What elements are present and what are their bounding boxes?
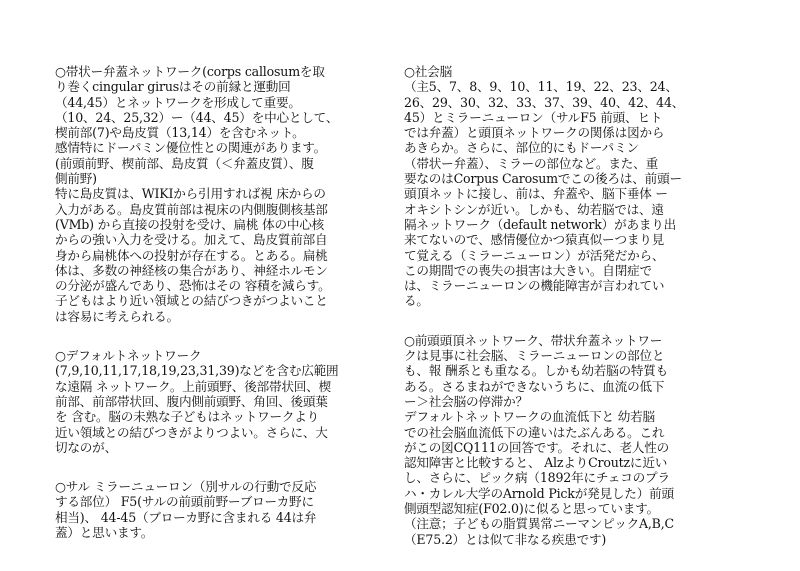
text-line: （E75.2）とは似て非なる疾患です)	[404, 531, 607, 547]
text-line: がこの図CQ111の回答です。それに、老人性の	[404, 439, 670, 455]
left-section-1	[55, 64, 390, 324]
text-line: ○社会脳	[404, 64, 452, 79]
text-line: （帯状ー弁蓋）、ミラーの部位など。また、重	[404, 155, 658, 171]
text-line: する部位） F5(サルの前頭前野ーブローカ野に	[55, 494, 314, 510]
text-line: も、報 酬系とも重なる。しかも幼若脳の特質も	[404, 363, 669, 379]
text-line: 前部、前部帯状回、腹内側前頭野、角回、後頭葉	[55, 393, 328, 409]
text-line: を 含む。脳の未熟な子どもはネットワークより	[55, 409, 320, 425]
text-line: て覚える（ミラーニューロン）が活発だから、	[404, 247, 665, 263]
text-line: 頭頂ネットに接し、前は、弁蓋や、脳下垂体 ー	[404, 186, 668, 202]
text-line: (7,9,10,11,17,18,19,23,31,39)などを含む広範囲	[55, 363, 339, 379]
left-section-3	[55, 479, 390, 540]
text-line: ○帯状ー弁蓋ネットワーク(corps callosumを取	[55, 64, 325, 79]
text-line: 体は、多数の神経核の集合があり、神経ホルモン	[55, 262, 328, 278]
text-line: な遠隔 ネットワーク。上前頭野、後部帯状回、楔	[55, 378, 331, 394]
text-line: からの強い入力を受ける。加えて、島皮質前部自	[55, 232, 328, 248]
text-line: 特に島皮質は、WIKIから引用すれば視 床からの	[55, 186, 326, 202]
text-line: 楔前部(7)や島皮質（13,14）を含むネット。	[55, 125, 305, 141]
text-line: (前頭前野、楔前部、島皮質（＜弁蓋皮質）、腹	[55, 155, 314, 171]
text-line: 45）とミラーニューロン（サルF5 前頭、ヒト	[404, 109, 663, 125]
text-line: （注意；子どもの脂質異常ニーマンピックA,B,C	[404, 516, 674, 532]
text-line: 子どもはより近い領域との結びつきがつよいこと	[55, 293, 328, 309]
left-section-2	[55, 348, 390, 455]
text-line: 蓋）と思います。	[55, 525, 154, 541]
text-line: し、さらに、ピック病（1892年にチェコのプラ	[404, 470, 670, 486]
text-line: 切なのが、	[55, 439, 117, 455]
text-line: ある。さるまねができないうちに、血流の低下	[404, 378, 665, 394]
text-line: 来てないので、感情優位かつ猿真似ーつまり見	[404, 232, 665, 248]
text-line: 認知障害と比較すると、 AlzよりCroutzに近い	[404, 455, 668, 471]
text-line: あきらか。さらに、部位的にもドーパミン	[404, 140, 639, 156]
text-line: る。	[404, 293, 429, 309]
text-line: （44,45）とネットワークを形成して重要。	[55, 94, 301, 110]
text-line: 要なのはCorpus Carosumでこの後ろは、前頭ー	[404, 171, 682, 187]
left-column	[55, 64, 390, 564]
text-line: （主5、7、8、9、10、11、19、22、23、24、	[404, 79, 678, 95]
text-line: オキシトシンが近い。しかも、幼若脳では、遠	[404, 201, 664, 217]
text-line: は容易に考えられる。	[55, 308, 179, 324]
right-section-2	[404, 333, 749, 547]
text-line: では弁蓋）と頭頂ネットワークの関係は図から	[404, 125, 665, 141]
text-line: 入力がある。島皮質前部は視床の内側腹側核基部	[55, 201, 328, 217]
text-line: クは見事に社会脳、ミラーニューロンの部位と	[404, 348, 665, 364]
text-line: (VMb) から直接の投射を受け、扁桃 体の中心核	[55, 216, 325, 232]
text-line: （10、24、25,32）ー（44、45）を中心として、	[55, 109, 339, 125]
text-line: 身から扁桃体への投射が存在する。とある。扁桃	[55, 247, 328, 263]
text-line: での社会脳血流低下の違いはたぶんある。これ	[404, 424, 665, 440]
text-line: 相当)、 44-45（ブローカ野に含まれる 44は弁	[55, 509, 317, 525]
text-line: 感情特にドーパミン優位性との関連があります。	[55, 140, 327, 156]
text-line: 26、29、30、32、33、37、39、40、42、44、	[404, 94, 685, 110]
text-line: 隔ネットワーク（default network）があまり出	[404, 216, 677, 232]
text-line: ○サル ミラーニューロン（別サルの行動で反応	[55, 479, 317, 495]
text-line: この期間での喪失の損害は大きい。自閉症で	[404, 262, 652, 278]
text-line: ○前頭頭頂ネットワーク、帯状弁蓋ネットワー	[404, 332, 663, 348]
text-line: の分泌が盛んであり、恐怖はその 容積を減らす。	[55, 278, 331, 294]
text-line: 近い領域との結びつきがよりつよい。さらに、大	[55, 424, 328, 440]
right-column	[404, 64, 749, 571]
text-line: ー＞社会脳の停滞か？	[404, 393, 528, 409]
text-line: は、ミラーニューロンの機能障害が言われてい	[404, 278, 665, 294]
text-line: 側頭型認知症(F02.0)に似ると思っています。	[404, 501, 659, 517]
right-section-1	[404, 64, 749, 309]
text-line: ハ・カレル大学のArnold Pickが発見した）前頭	[404, 485, 674, 501]
text-line: ○デフォルトネットワーク	[55, 348, 202, 364]
text-line: り巻くcingular girusはその前縁と運動回	[55, 79, 291, 95]
text-line: デフォルトネットワークの血流低下と 幼若脳	[404, 409, 655, 425]
text-line: 側前野)	[55, 171, 97, 187]
